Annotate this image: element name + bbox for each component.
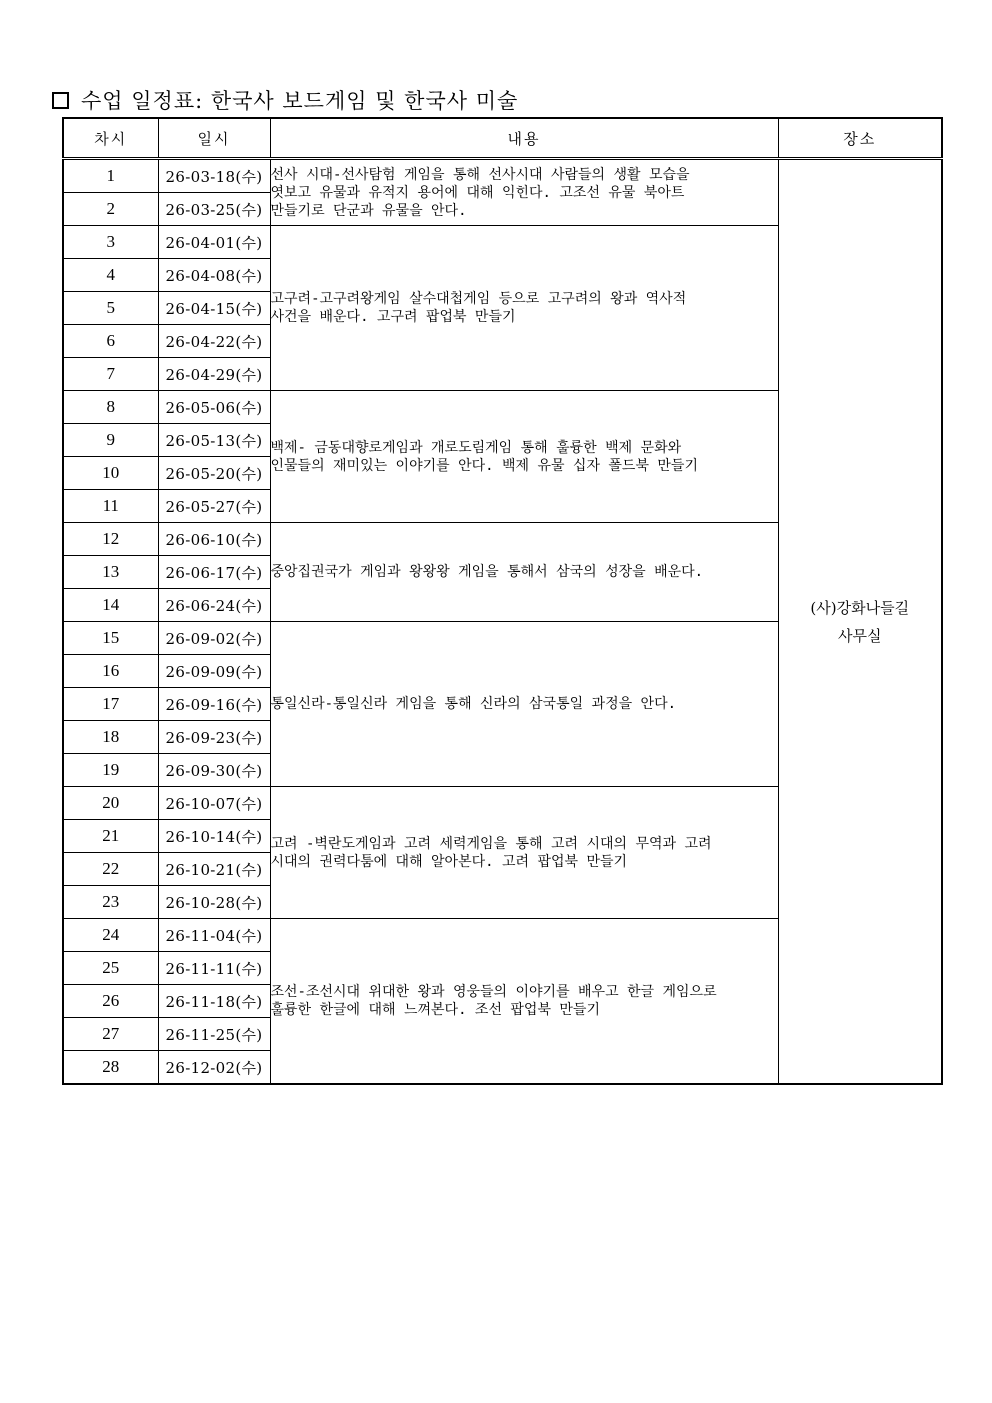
content-line: 훌륭한 한글에 대해 느껴본다. 조선 팝업북 만들기 [270, 1002, 600, 1018]
session-number: 25 [63, 952, 158, 985]
session-date: 26-10-07(수) [158, 787, 270, 820]
session-date: 26-03-18(수) [158, 159, 270, 193]
session-number: 2 [63, 193, 158, 226]
session-number: 21 [63, 820, 158, 853]
session-number: 9 [63, 424, 158, 457]
session-date: 26-04-01(수) [158, 226, 270, 259]
session-number: 4 [63, 259, 158, 292]
session-date: 26-05-27(수) [158, 490, 270, 523]
session-date: 26-11-25(수) [158, 1018, 270, 1051]
content-line: 사건을 배운다. 고구려 팝업북 만들기 [270, 309, 516, 325]
header-row [63, 118, 942, 159]
session-date: 26-09-30(수) [158, 754, 270, 787]
content-cell-goryeo [270, 787, 778, 919]
session-number: 13 [63, 556, 158, 589]
checkbox-icon [52, 92, 69, 109]
session-number: 11 [63, 490, 158, 523]
header-date: 일시 [158, 118, 270, 159]
session-date: 26-06-24(수) [158, 589, 270, 622]
session-number: 26 [63, 985, 158, 1018]
place-cell [778, 159, 942, 1085]
session-number: 8 [63, 391, 158, 424]
session-number: 15 [63, 622, 158, 655]
session-date: 26-04-08(수) [158, 259, 270, 292]
session-number: 14 [63, 589, 158, 622]
schedule-table [62, 117, 943, 1085]
session-date: 26-11-18(수) [158, 985, 270, 1018]
session-date: 26-05-06(수) [158, 391, 270, 424]
document-title [52, 86, 518, 114]
content-line: 고려 -벽란도게임과 고려 세력게임을 통해 고려 시대의 무역과 고려 [270, 835, 712, 852]
content-line: 중앙집권국가 게임과 왕왕왕 게임을 통해서 삼국의 성장을 배운다. [270, 564, 704, 580]
session-date: 26-03-25(수) [158, 193, 270, 226]
title-text: 수업 일정표: 한국사 보드게임 및 한국사 미술 [81, 89, 519, 113]
session-number: 6 [63, 325, 158, 358]
session-date: 26-05-13(수) [158, 424, 270, 457]
session-number: 7 [63, 358, 158, 391]
header-session: 차시 [63, 118, 158, 159]
session-number: 10 [63, 457, 158, 490]
session-number: 19 [63, 754, 158, 787]
session-number: 20 [63, 787, 158, 820]
session-number: 23 [63, 886, 158, 919]
session-date: 26-10-14(수) [158, 820, 270, 853]
session-number: 28 [63, 1051, 158, 1085]
session-date: 26-06-10(수) [158, 523, 270, 556]
content-line: 조선-조선시대 위대한 왕과 영웅들의 이야기를 배우고 한글 게임으로 [270, 984, 717, 1000]
session-date: 26-10-28(수) [158, 886, 270, 919]
place-line: 사무실 [838, 626, 882, 645]
session-number: 16 [63, 655, 158, 688]
session-number: 12 [63, 523, 158, 556]
header-place: 장소 [778, 118, 942, 159]
session-number: 18 [63, 721, 158, 754]
session-date: 26-05-20(수) [158, 457, 270, 490]
session-date: 26-04-15(수) [158, 292, 270, 325]
content-line: 엿보고 유물과 유적지 용어에 대해 익힌다. 고조선 유물 북아트 [270, 184, 685, 201]
session-number: 24 [63, 919, 158, 952]
content-line: 만들기로 단군과 유물을 안다. [270, 202, 467, 219]
session-date: 26-09-09(수) [158, 655, 270, 688]
place-line: (사)강화나들길 [810, 598, 910, 617]
session-number: 22 [63, 853, 158, 886]
session-date: 26-04-29(수) [158, 358, 270, 391]
session-number: 5 [63, 292, 158, 325]
session-date: 26-09-23(수) [158, 721, 270, 754]
content-line: 시대의 권력다툼에 대해 알아본다. 고려 팝업북 만들기 [270, 853, 628, 870]
content-line: 백제- 금동대향로게임과 개로도림게임 통해 훌륭한 백제 문화와 [270, 439, 682, 456]
content-line: 선사 시대-선사탐험 게임을 통해 선사시대 사람들의 생활 모습을 [270, 166, 690, 183]
table-row [63, 159, 942, 193]
session-date: 26-10-21(수) [158, 853, 270, 886]
content-cell-goguryeo [270, 226, 778, 391]
content-line: 통일신라-통일신라 게임을 통해 신라의 삼국통일 과정을 안다. [270, 696, 677, 712]
session-number: 3 [63, 226, 158, 259]
session-date: 26-06-17(수) [158, 556, 270, 589]
content-cell-prehistoric [270, 159, 778, 226]
content-line: 인물들의 재미있는 이야기를 안다. 백제 유물 십자 폴드북 만들기 [270, 457, 698, 474]
session-date: 26-11-04(수) [158, 919, 270, 952]
content-line: 고구려-고구려왕게임 살수대첩게임 등으로 고구려의 왕과 역사적 [270, 291, 687, 307]
session-number: 27 [63, 1018, 158, 1051]
session-date: 26-09-02(수) [158, 622, 270, 655]
session-date: 26-12-02(수) [158, 1051, 270, 1085]
session-number: 17 [63, 688, 158, 721]
content-cell-unified-silla [270, 622, 778, 787]
session-date: 26-04-22(수) [158, 325, 270, 358]
session-date: 26-11-11(수) [158, 952, 270, 985]
session-number: 1 [63, 159, 158, 193]
content-cell-baekje [270, 391, 778, 523]
content-cell-three-kingdoms [270, 523, 778, 622]
content-cell-joseon [270, 919, 778, 1085]
session-date: 26-09-16(수) [158, 688, 270, 721]
header-content: 내용 [270, 118, 778, 159]
